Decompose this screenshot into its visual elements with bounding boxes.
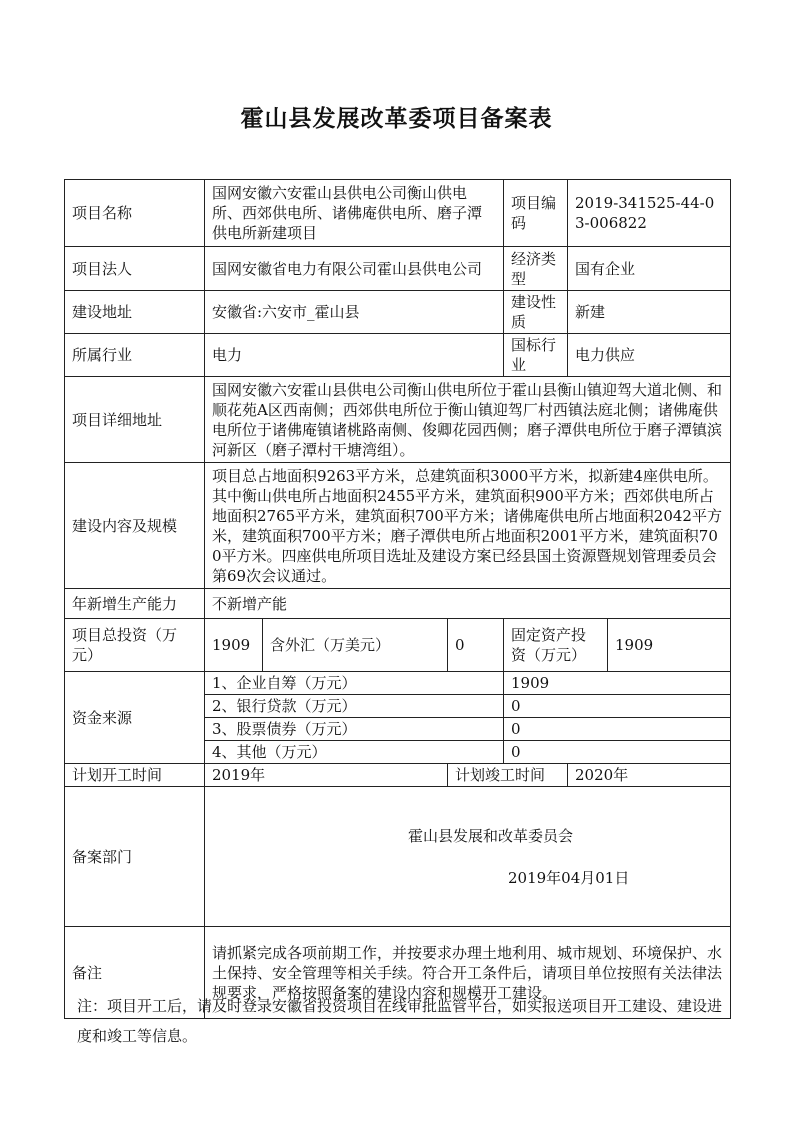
planned-completion-value: 2020年 <box>568 764 731 787</box>
funding-item-name: 3、股票债券（万元） <box>205 718 504 741</box>
fixed-asset-investment-value: 1909 <box>608 619 731 672</box>
legal-person-value: 国网安徽省电力有限公司霍山县供电公司 <box>205 247 504 291</box>
foreign-exchange-label: 含外汇（万美元） <box>263 619 448 672</box>
national-industry-value: 电力供应 <box>568 334 731 377</box>
project-code-label: 项目编码 <box>504 180 568 247</box>
table-row <box>65 247 731 291</box>
economic-type-value: 国有企业 <box>568 247 731 291</box>
table-row <box>65 180 731 247</box>
table-row <box>65 619 731 672</box>
location-label: 建设地址 <box>65 291 205 334</box>
fixed-asset-investment-label: 固定资产投资（万元） <box>504 619 608 672</box>
new-capacity-value: 不新增产能 <box>205 589 731 619</box>
table-row <box>65 787 731 927</box>
table-row <box>65 463 731 589</box>
table-row <box>65 764 731 787</box>
foreign-exchange-value: 0 <box>448 619 504 672</box>
project-name-value: 国网安徽六安霍山县供电公司衡山供电所、西郊供电所、诸佛庵供电所、磨子潭供电所新建项目 <box>205 180 504 247</box>
detailed-address-label: 项目详细地址 <box>65 377 205 463</box>
industry-value: 电力 <box>205 334 504 377</box>
funding-item-name: 4、其他（万元） <box>205 741 504 764</box>
filing-department-label: 备案部门 <box>65 787 205 927</box>
funding-item-name: 2、银行贷款（万元） <box>205 695 504 718</box>
total-investment-label: 项目总投资（万元） <box>65 619 205 672</box>
content-scale-value: 项目总占地面积9263平方米，总建筑面积3000平方米，拟新建4座供电所。其中衡山供电所占地面积2455平方米，建筑面积900平方米；西郊供电所占地面积2765平方米，建筑面积700平方米；诸佛庵供电所占地面积2042平方米，建筑面积700平方米；磨子潭供电所占地面积2001平方米，建筑面积700平方米。四座供电所项目选址及建设方案已经县国土资源暨规划管理委员会第69次会议通过。 <box>205 463 731 589</box>
legal-person-label: 项目法人 <box>65 247 205 291</box>
table-row <box>65 589 731 619</box>
filing-date: 2019年04月01日 <box>508 868 630 887</box>
funding-item-value: 0 <box>504 695 731 718</box>
funding-item-name: 1、企业自筹（万元） <box>205 672 504 695</box>
planned-start-label: 计划开工时间 <box>65 764 205 787</box>
new-capacity-label: 年新增生产能力 <box>65 589 205 619</box>
planned-start-value: 2019年 <box>205 764 448 787</box>
detailed-address-value: 国网安徽六安霍山县供电公司衡山供电所位于霍山县衡山镇迎驾大道北侧、和顺花苑A区西南侧；西郊供电所位于衡山镇迎驾厂村西镇法庭北侧；诸佛庵供电所位于诸佛庵镇诸桃路南侧、俊卿花园西侧；磨子潭供电所位于磨子潭镇滨河新区（磨子潭村干塘湾组）。 <box>205 377 731 463</box>
project-code-value: 2019-341525-44-03-006822 <box>568 180 731 247</box>
funding-item-value: 0 <box>504 718 731 741</box>
table-row <box>65 334 731 377</box>
economic-type-label: 经济类型 <box>504 247 568 291</box>
planned-completion-label: 计划竣工时间 <box>448 764 568 787</box>
location-value: 安徽省:六安市_霍山县 <box>205 291 504 334</box>
funding-source-label: 资金来源 <box>65 672 205 764</box>
remarks-value: 请抓紧完成各项前期工作，并按要求办理土地利用、城市规划、环境保护、水土保持、安全管理等相关手续。符合开工条件后，请项目单位按照有关法律法规要求，严格按照备案的建设内容和规模开工建设。 <box>205 927 731 1019</box>
table-row <box>65 672 731 695</box>
funding-item-value: 0 <box>504 741 731 764</box>
filing-department-cell <box>205 787 731 927</box>
industry-label: 所属行业 <box>65 334 205 377</box>
footnote: 注：项目开工后，请及时登录安徽省投资项目在线审批监管平台，如实报送项目开工建设、建设进度和竣工等信息。 <box>77 997 723 1045</box>
construction-nature-label: 建设性质 <box>504 291 568 334</box>
total-investment-value: 1909 <box>205 619 263 672</box>
national-industry-label: 国标行业 <box>504 334 568 377</box>
page-title: 霍山县发展改革委项目备案表 <box>240 106 553 132</box>
filing-department-name: 霍山县发展和改革委员会 <box>408 826 574 845</box>
construction-nature-value: 新建 <box>568 291 731 334</box>
remarks-label: 备注 <box>65 927 205 1019</box>
project-name-label: 项目名称 <box>65 180 205 247</box>
funding-item-value: 1909 <box>504 672 731 695</box>
table-row <box>65 291 731 334</box>
content-scale-label: 建设内容及规模 <box>65 463 205 589</box>
filing-form-table <box>64 179 731 1019</box>
table-row <box>65 377 731 463</box>
